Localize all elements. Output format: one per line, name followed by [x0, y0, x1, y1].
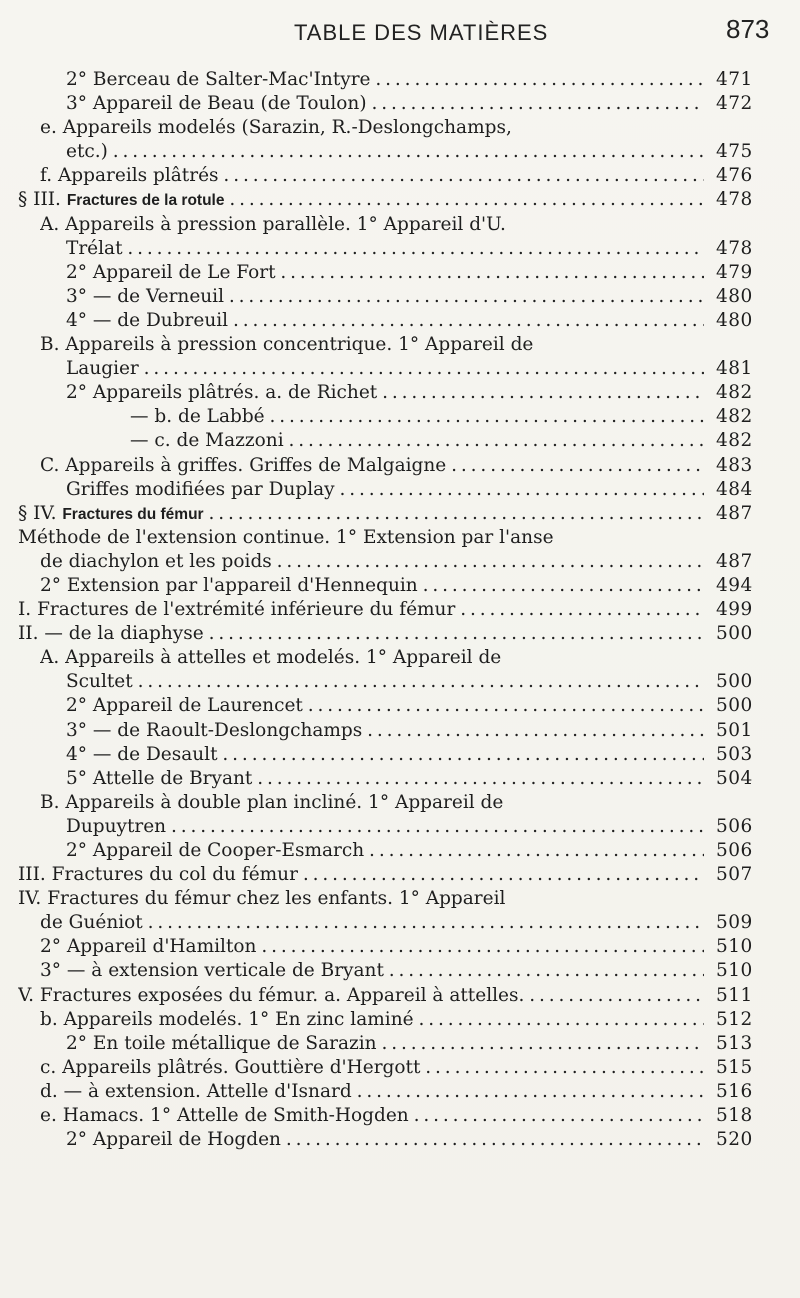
toc-entry-page: 500 [716, 695, 753, 717]
running-title: TABLE DES MATIÈRES [294, 20, 549, 45]
toc-entry-title: 3° — à extension verticale de Bryant . . . [40, 959, 704, 983]
toc-entry-page: 516 [716, 1080, 753, 1102]
toc-entry [0, 791, 800, 815]
toc-entry-title: 2° Appareils plâtrés. a. de Richet . . . [66, 381, 704, 405]
toc-entry-page: 482 [716, 406, 753, 428]
toc-entry [0, 429, 800, 453]
table-of-contents [0, 68, 800, 1152]
toc-entry [0, 598, 800, 622]
toc-entry-page: 478 [716, 189, 753, 211]
toc-entry-title: e. Hamacs. 1° Attelle de Smith-Hogden . . . [40, 1104, 704, 1128]
toc-entry-page: 510 [716, 936, 753, 958]
toc-entry [0, 309, 800, 333]
toc-entry [0, 381, 800, 405]
toc-entry [0, 550, 800, 574]
toc-entry-page: 472 [716, 93, 753, 115]
toc-entry [0, 646, 800, 670]
toc-entry [0, 526, 800, 550]
toc-entry-title: — c. de Mazzoni . . . [130, 429, 704, 453]
toc-entry-title: § III. Fractures de la rotule . . . [18, 188, 704, 213]
toc-entry [0, 502, 800, 526]
toc-entry-page: 500 [716, 671, 753, 693]
toc-entry [0, 164, 800, 188]
toc-entry-title: 3° — de Verneuil . . . [66, 285, 704, 309]
toc-entry [0, 213, 800, 237]
toc-entry-title: 5° Attelle de Bryant . . . [66, 767, 704, 791]
toc-entry-title: 2° Extension par l'appareil d'Hennequin . . . [40, 574, 704, 598]
toc-entry [0, 68, 800, 92]
toc-entry-page: 518 [716, 1105, 753, 1127]
toc-entry-title: b. Appareils modelés. 1° En zinc laminé . . . [40, 1008, 704, 1032]
toc-entry-title: etc.) . . . [66, 140, 704, 164]
toc-entry-title: 2° Appareil d'Hamilton . . . [40, 935, 704, 959]
toc-entry [0, 622, 800, 646]
toc-entry [0, 188, 800, 212]
toc-entry-title: de Guéniot . . . [40, 911, 704, 935]
toc-entry-title: 2° Berceau de Salter-Mac'Intyre . . . [66, 68, 704, 92]
toc-entry [0, 92, 800, 116]
toc-entry-title: 2° Appareil de Le Fort . . . [66, 261, 704, 285]
toc-entry [0, 815, 800, 839]
toc-entry-title: Trélat . . . [66, 237, 704, 261]
toc-entry [0, 1056, 800, 1080]
toc-entry [0, 454, 800, 478]
toc-entry-page: 513 [716, 1032, 753, 1054]
toc-entry [0, 887, 800, 911]
toc-entry-page: 504 [716, 767, 753, 789]
toc-entry-page: 499 [716, 599, 753, 621]
toc-entry-title: — b. de Labbé . . . [130, 405, 704, 429]
toc-entry [0, 743, 800, 767]
toc-entry-title: 3° — de Raoult-Deslongchamps . . . [66, 719, 704, 743]
toc-entry-page: 475 [716, 141, 753, 163]
toc-entry-page: 471 [716, 69, 753, 90]
toc-entry-page: 483 [716, 454, 753, 476]
toc-entry [0, 574, 800, 598]
toc-entry-page: 507 [716, 864, 753, 886]
section-heading-text: Fractures du fémur [62, 505, 204, 523]
toc-entry [0, 694, 800, 718]
toc-entry-page: 506 [716, 840, 753, 861]
toc-entry-page: 478 [716, 237, 753, 259]
toc-entry-title: III. Fractures du col du fémur . . . [18, 863, 704, 887]
toc-entry [0, 1008, 800, 1032]
toc-entry [0, 285, 800, 309]
toc-entry-title: 4° — de Dubreuil . . . [66, 309, 704, 333]
toc-entry-title: f. Appareils plâtrés . . . [40, 164, 704, 188]
toc-entry-title: A. Appareils à attelles et modelés. 1° Appareil de [40, 647, 502, 669]
toc-entry [0, 719, 800, 743]
toc-entry-title: 4° — de Desault . . . [66, 743, 704, 767]
toc-entry-title: d. — à extension. Attelle d'Isnard . . . [40, 1080, 704, 1104]
toc-entry-page: 487 [716, 502, 753, 524]
toc-entry-page: 481 [716, 358, 753, 380]
toc-entry-page: 484 [716, 478, 753, 500]
toc-entry [0, 357, 800, 381]
toc-entry-title: V. Fractures exposées du fémur. a. Appareil à attelles. . . . [18, 984, 704, 1008]
toc-entry [0, 261, 800, 285]
toc-entry [0, 1080, 800, 1104]
toc-entry-title: c. Appareils plâtrés. Gouttière d'Hergott . . . [40, 1056, 704, 1080]
toc-entry-title: IV. Fractures du fémur chez les enfants. 1° Appareil [18, 888, 506, 910]
toc-entry-title: C. Appareils à griffes. Griffes de Malgaigne . . . [40, 454, 704, 478]
toc-entry [0, 839, 800, 863]
toc-entry-title: A. Appareils à pression parallèle. 1° Appareil d'U. [40, 213, 506, 235]
toc-entry [0, 116, 800, 140]
toc-entry-page: 476 [716, 165, 753, 187]
toc-entry-page: 501 [716, 719, 753, 741]
toc-entry-title: B. Appareils à double plan incliné. 1° Appareil de [40, 791, 504, 813]
toc-entry-title: de diachylon et les poids . . . [40, 550, 704, 574]
toc-entry [0, 1128, 800, 1152]
toc-entry-page: 511 [716, 984, 753, 1006]
toc-entry-title: 2° Appareil de Cooper-Esmarch . . . [66, 839, 704, 863]
toc-entry-page: 487 [716, 550, 753, 572]
toc-entry [0, 1104, 800, 1128]
toc-entry-title: 2° Appareil de Laurencet . . . [66, 694, 704, 718]
toc-entry-page: 480 [716, 285, 753, 307]
toc-entry-page: 482 [716, 382, 753, 404]
page-number: 873 [726, 14, 770, 44]
toc-entry-title: 2° Appareil de Hogden . . . [66, 1128, 704, 1152]
section-heading-text: Fractures de la rotule [66, 192, 225, 210]
toc-entry [0, 333, 800, 357]
toc-entry-title: Laugier . . . [66, 357, 704, 381]
toc-entry-page: 494 [716, 574, 753, 596]
toc-entry [0, 863, 800, 887]
toc-entry-page: 509 [716, 912, 753, 934]
toc-entry [0, 405, 800, 429]
toc-entry-page: 480 [716, 309, 753, 331]
toc-entry-title: B. Appareils à pression concentrique. 1° Appareil de [40, 334, 534, 356]
toc-entry-title: Griffes modifiées par Duplay . . . [66, 478, 704, 502]
toc-entry [0, 140, 800, 164]
toc-entry-title: I. Fractures de l'extrémité inférieure du fémur . . . [18, 598, 704, 622]
toc-entry-title: 2° En toile métallique de Sarazin . . . [66, 1032, 704, 1056]
toc-entry-page: 520 [716, 1129, 753, 1151]
running-header [0, 14, 800, 54]
toc-entry-page: 479 [716, 261, 753, 283]
toc-entry [0, 237, 800, 261]
toc-entry-page: 506 [716, 815, 753, 837]
toc-entry [0, 911, 800, 935]
toc-entry [0, 984, 800, 1008]
toc-entry-title: II. — de la diaphyse . . . [18, 622, 704, 646]
toc-entry-title: Dupuytren . . . [66, 815, 704, 839]
toc-entry-page: 512 [716, 1008, 753, 1030]
toc-entry-page: 503 [716, 743, 753, 765]
toc-entry-title: 3° Appareil de Beau (de Toulon) . . . [66, 92, 704, 116]
toc-entry-page: 515 [716, 1056, 753, 1078]
toc-entry-title: Scultet . . . [66, 670, 704, 694]
toc-entry [0, 935, 800, 959]
toc-entry [0, 1032, 800, 1056]
toc-entry-page: 500 [716, 623, 753, 645]
toc-entry [0, 767, 800, 791]
toc-entry-title: e. Appareils modelés (Sarazin, R.-Deslongchamps, [40, 117, 512, 139]
toc-entry-page: 482 [716, 430, 753, 452]
toc-entry-title: Méthode de l'extension continue. 1° Extension par l'anse [18, 526, 554, 548]
toc-entry-page: 510 [716, 960, 753, 982]
toc-entry [0, 959, 800, 983]
toc-entry-title: § IV. Fractures du fémur . . . [18, 502, 704, 527]
toc-entry [0, 478, 800, 502]
toc-entry [0, 670, 800, 694]
